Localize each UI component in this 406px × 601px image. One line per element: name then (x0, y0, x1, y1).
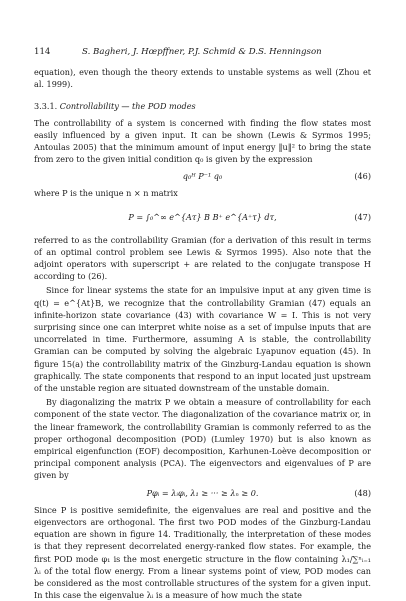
body-text (34, 66, 371, 601)
paragraph-where: where P is the unique n × n matrix (34, 188, 178, 199)
running-head-authors: S. Bagheri, J. Hœpffner, P.J. Schmid & D.S. Henningson (82, 47, 322, 57)
equation-48-number: (48) (354, 487, 371, 498)
paragraph-impulse: Since for linear systems the state for an impulsive input at any given time is q(t) = e^{At}B, we recognize that the controllability Gramian (47) equals an infinite-horizon state covariance (43) with covariance W = I. This is not very surprising since one can interpret white noise as a set of impulse inputs that are uncorrelated in time. Furthermore, assuming A is stable, the controllability Gramian can be computed by solving the algebraic Lyapunov equation (45). In figure 15(a) the controllability matrix of the Ginzburg-Landau equation is shown graphically. The state components that respond to an input located just upstream of the unstable region are situated downstream of the unstable domain. (34, 285, 371, 394)
paragraph-controllability: The controllability of a system is concerned with finding the flow states most easily influenced by a given input. It can be shown (Lewis & Syrmos 1995; Antoulas 2005) that the minimum amount of input energy ‖u‖² to bring the state from zero to the given initial condition q₀ is given by the expression (34, 117, 371, 165)
equation-47 (34, 202, 371, 232)
running-head (34, 45, 372, 59)
paragraph-gramian: referred to as the controllability Gramian (for a derivation of this result in terms of an optimal control problem see Lewis & Syrmos 1995). Also note that the adjoint operators with superscript + are related to the conjugate transpose H according to (26). (34, 234, 371, 282)
paragraph-diagonalizing: By diagonalizing the matrix P we obtain a measure of controllability for each component of the state vector. The diagonalization of the covariance matrix or, in the linear framework, the controllability Gramian is commonly referred to as the proper orthogonal decomposition (POD) (Lumley 1970) but is also known as empirical eigenfunction (EOF) decomposition, Karhunen-Loève decomposition or principal component analysis (PCA). The eigenvectors and eigenvalues of P are given by (34, 397, 371, 481)
section-heading (34, 100, 371, 112)
section-title: Controllability — the POD modes (59, 101, 196, 112)
equation-46-expr: q₀ᴴ P⁻¹ q₀ (182, 171, 223, 182)
paragraph-semidefinite: Since P is positive semidefinite, the eigenvalues are real and positive and the eigenvectors are orthogonal. The first two POD modes of the Ginzburg-Landau equation are shown in figure 14. Traditionally, the interpretation of these modes is that they represent decorrelated energy-ranked flow states. For example, the first POD mode φ₁ is the most energetic structure in the flow containing λ₁/∑ⁿᵢ₌₁ λᵢ of the total flow energy. From a linear systems point of view, POD modes can be considered as the most controllable structures of the system for a given input. In this case the eigenvalue λᵢ is a measure of how much the state (34, 504, 371, 601)
equation-48 (34, 484, 371, 502)
section-number: 3.3.1. (34, 101, 58, 112)
equation-46 (34, 167, 371, 185)
intro-paragraph: equation), even though the theory extends to unstable systems as well (Zhou et al. 1999). (34, 67, 371, 90)
page-number: 114 (34, 47, 51, 57)
equation-48-expr: Pφᵢ = λᵢφᵢ, λ₁ ≥ ··· ≥ λₙ ≥ 0. (146, 487, 259, 498)
equation-46-number: (46) (354, 171, 371, 182)
equation-47-expr: P = ∫₀^∞ e^{Aτ} B B⁺ e^{A⁺τ} dτ, (128, 211, 277, 222)
equation-47-number: (47) (354, 211, 371, 222)
